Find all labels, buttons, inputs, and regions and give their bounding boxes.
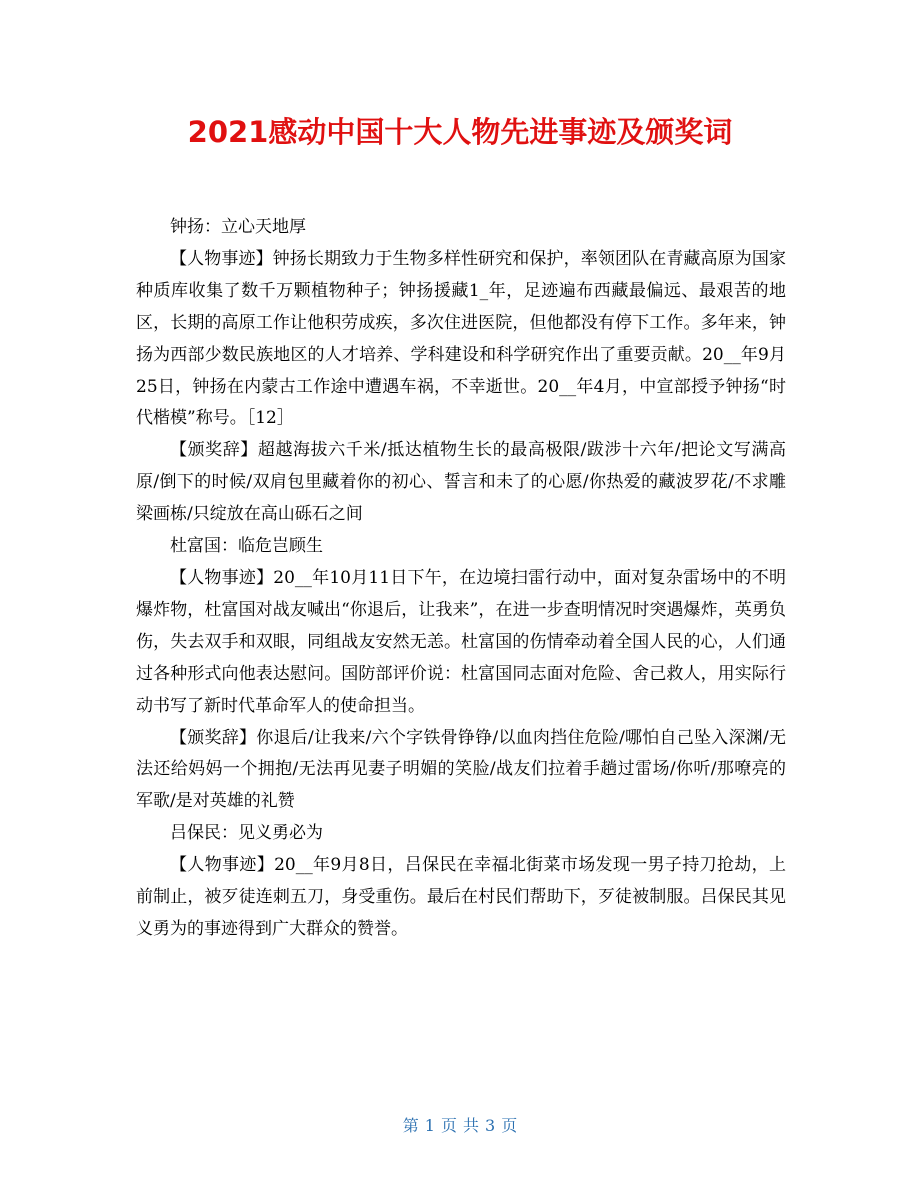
page-label-prefix: 第 — [402, 1116, 419, 1135]
paragraph-deeds-lv-baomin: 【人物事迹】20__年9月8日，吕保民在幸福北街菜市场发现一男子持刀抢劫，上前制止，被歹徒连刺五刀，身受重伤。最后在村民们帮助下，歹徒被制服。吕保民其见义勇为的事迹得到广大群众的赞誉。 — [136, 855, 786, 939]
document-body — [136, 212, 786, 946]
paragraph-award-du-fuguo: 【颁奖辞】你退后/让我来/六个字铁骨铮铮/以血肉挡住危险/哪怕自己坠入深渊/无法还给妈妈一个拥抱/无法再见妻子明媚的笑脸/战友们拉着手趟过雷场/你听/那嘹亮的军歌/是对英雄的礼赞 — [136, 727, 786, 812]
page-total: 3 — [485, 1116, 496, 1135]
section-heading-lv-baomin: 吕保民：见义勇必为 — [170, 823, 323, 844]
section-heading-zhong-yang: 钟扬：立心天地厚 — [170, 217, 306, 237]
page-label-total-prefix: 共 — [463, 1116, 480, 1135]
page-label-mid: 页 — [440, 1116, 457, 1135]
page-footer — [0, 1115, 920, 1137]
paragraph-deeds-du-fuguo: 【人物事迹】20__年10月11日下午，在边境扫雷行动中，面对复杂雷场中的不明爆炸物，杜富国对战友喊出“你退后，让我来”，在进一步查明情况时突遇爆炸，英勇负伤，失去双手和双眼，同组战友安然无恙。杜富国的伤情牵动着全国人民的心，人们通过各种形式向他表达慰问。国防部评价说：杜富国同志面对危险、舍己救人，用实际行动书写了新时代革命军人的使命担当。 — [136, 567, 786, 716]
page-label-suffix: 页 — [501, 1116, 518, 1135]
paragraph-award-zhong-yang: 【颁奖辞】超越海拔六千米/抵达植物生长的最高极限/跋涉十六年/把论文写满高原/倒下的时候/双肩包里藏着你的初心、誓言和未了的心愿/你热爱的藏波罗花/不求雕梁画栋/只绽放在高山砾石之间 — [136, 440, 786, 525]
paragraph-deeds-zhong-yang: 【人物事迹】钟扬长期致力于生物多样性研究和保护，率领团队在青藏高原为国家种质库收集了数千万颗植物种子；钟扬援藏1_年，足迹遍布西藏最偏远、最艰苦的地区，长期的高原工作让他积劳成疾，多次住进医院，但他都没有停下工作。多年来，钟扬为西部少数民族地区的人才培养、学科建设和科学研究作出了重要贡献。20__年9月25日，钟扬在内蒙古工作途中遭遇车祸，不幸逝世。20__年4月，中宣部授予钟扬“时代楷模”称号。［12］ — [136, 248, 786, 429]
section-heading-du-fuguo: 杜富国：临危岂顾生 — [170, 536, 323, 557]
document-title: 2021感动中国十大人物先进事迹及颁奖词 — [187, 115, 733, 149]
page-current: 1 — [424, 1116, 435, 1135]
